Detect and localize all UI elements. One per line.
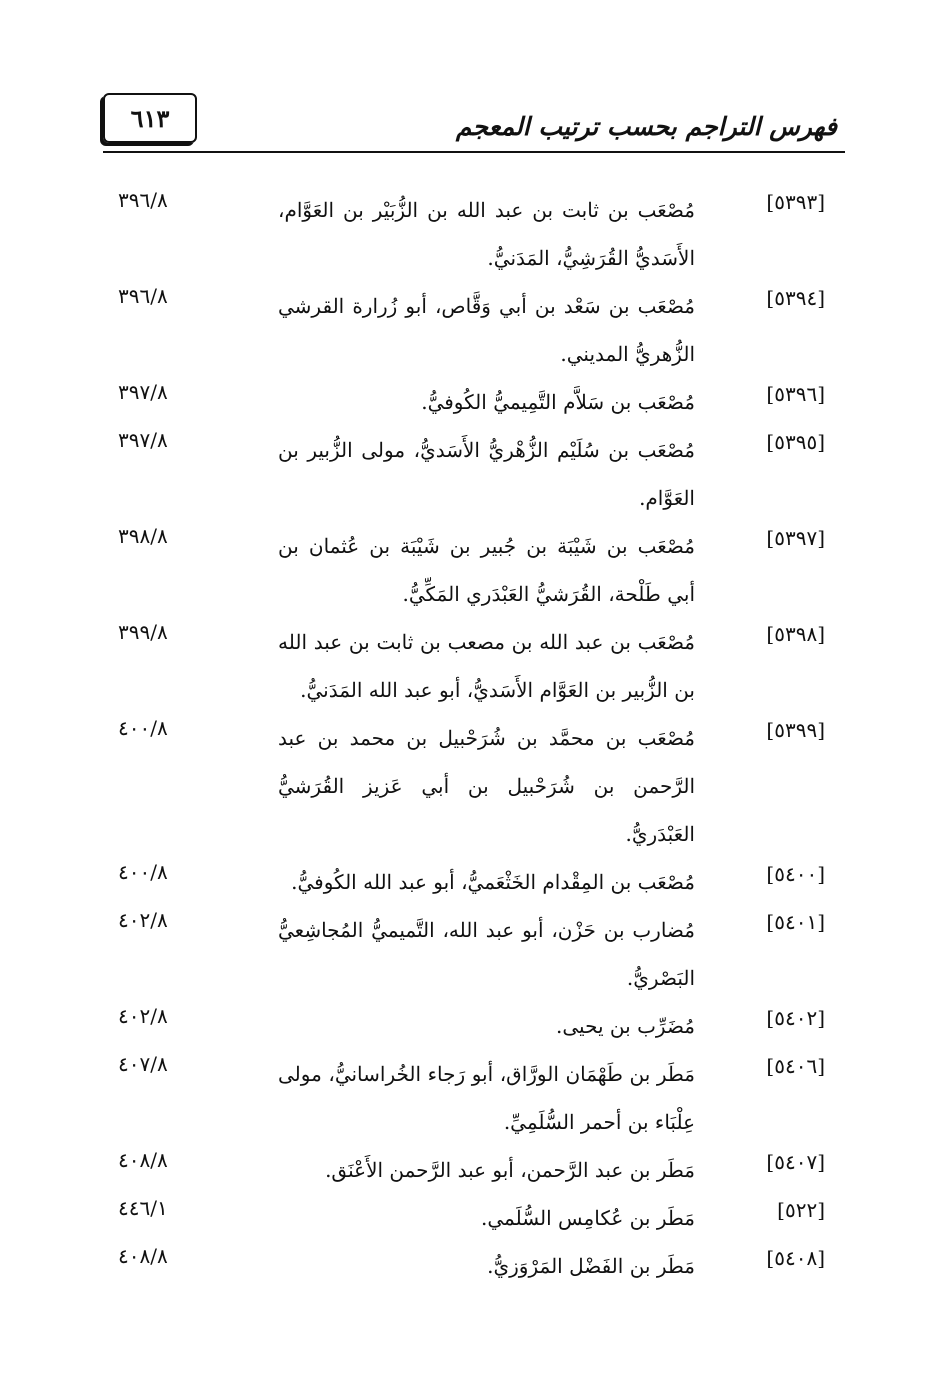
entry-name: مُضارب بن حَزْن، أبو عبد الله، التَّميميُّ المُجاشِعيُّ البَصْريُّ. [278, 918, 695, 990]
index-entry [0, 522, 945, 618]
entry-name: مُصْعَب بن سُلَيْم الزُّهْريُّ الأَسَديُّ، مولى الزُّبير بن العَوَّام. [278, 438, 695, 510]
entry-volume-page: ٤٤٦/١ [118, 1196, 168, 1220]
entry-name: مُصْعَب بن سَلاَّم التَّمِيميُّ الكُوفيُّ. [421, 390, 695, 414]
entry-volume-page: ٣٩٩/٨ [118, 620, 168, 644]
entry-name: مُضَرِّب بن يحيى. [556, 1014, 695, 1038]
page-number: ٦١٣ [130, 103, 170, 133]
entry-volume-page: ٣٩٧/٨ [118, 428, 168, 452]
entry-volume-page: ٤٠٢/٨ [118, 1004, 168, 1028]
entry-number: [٥٣٩٧] [766, 526, 825, 550]
index-entry [0, 282, 945, 378]
entry-name: مَطَر بن عبد الرَّحمن، أبو عبد الرَّحمن الأَعْنَق. [325, 1158, 695, 1182]
index-entry [0, 378, 945, 426]
entry-volume-page: ٤٠٨/٨ [118, 1244, 168, 1268]
entry-name: مُصْعَب بن المِقْدام الخَثْعَميُّ، أبو عبد الله الكُوفيُّ. [291, 870, 695, 894]
entry-volume-page: ٣٩٦/٨ [118, 284, 168, 308]
index-entry [0, 426, 945, 522]
index-entry [0, 858, 945, 906]
entry-number: [٥٤٠١] [766, 910, 825, 934]
index-entry [0, 714, 945, 858]
index-entry [0, 1194, 945, 1242]
running-header-title: فهرس التراجم بحسب ترتيب المعجم [455, 112, 837, 141]
entry-number: [٥٣٩٣] [766, 190, 825, 214]
header-divider [103, 151, 845, 153]
index-entry [0, 1002, 945, 1050]
entry-volume-page: ٤٠٠/٨ [118, 860, 168, 884]
entry-name: مَطَر بن طَهْمَان الورَّاق، أبو رَجاء الخُراسانيُّ، مولى عِلْبَاء بن أحمر السُّلَمِيِّ. [278, 1062, 695, 1134]
entry-volume-page: ٤٠٢/٨ [118, 908, 168, 932]
index-entry [0, 618, 945, 714]
entry-name: مُصْعَب بن سَعْد بن أبي وَقَّاص، أبو زُرارة القرشي الزُّهريُّ المديني. [278, 294, 695, 366]
entry-volume-page: ٣٩٦/٨ [118, 188, 168, 212]
entry-number: [٥٤٠٨] [766, 1246, 825, 1270]
index-entry [0, 1050, 945, 1146]
entry-volume-page: ٣٩٨/٨ [118, 524, 168, 548]
entry-number: [٥٤٠٦] [766, 1054, 825, 1078]
entry-name: مُصْعَب بن عبد الله بن مصعب بن ثابت بن عبد الله بن الزُّبير بن العَوَّام الأَسَديُّ، أبو عبد الله المَدَنيُّ. [278, 630, 695, 702]
index-entries-list [0, 186, 945, 1290]
entry-number: [٥٣٩٥] [766, 430, 825, 454]
entry-number: [٥٣٩٩] [766, 718, 825, 742]
entry-number: [٥٢٢] [777, 1198, 825, 1222]
entry-number: [٥٤٠٢] [766, 1006, 825, 1030]
entry-volume-page: ٤٠٠/٨ [118, 716, 168, 740]
index-entry [0, 186, 945, 282]
entry-name: مُصْعَب بن محمَّد بن شُرَحْبيل بن محمد بن عبد الرَّحمن بن شُرَحْبيل بن أبي عَزيز القُرَشيُّ العَبْدَريُّ. [278, 726, 695, 846]
index-entry [0, 1146, 945, 1194]
entry-name: مَطَر بن عُكامِس السُّلَمي. [480, 1206, 695, 1230]
entry-name: مَطَر بن الفَضْل المَرْوَزيُّ. [487, 1254, 695, 1278]
entry-volume-page: ٤٠٧/٨ [118, 1052, 168, 1076]
entry-number: [٥٤٠٧] [766, 1150, 825, 1174]
entry-number: [٥٤٠٠] [766, 862, 825, 886]
entry-number: [٥٣٩٤] [766, 286, 825, 310]
index-entry [0, 1242, 945, 1290]
entry-volume-page: ٣٩٧/٨ [118, 380, 168, 404]
entry-number: [٥٣٩٦] [766, 382, 825, 406]
entry-volume-page: ٤٠٨/٨ [118, 1148, 168, 1172]
entry-name: مُصْعَب بن ثابت بن عبد الله بن الزُّبَيْر بن العَوَّام، الأَسَديُّ القُرَشِيُّ، المَدَنيُّ. [278, 198, 695, 270]
index-entry [0, 906, 945, 1002]
entry-name: مُصْعَب بن شَيْبَة بن جُبير بن شَيْبَة بن عُثمان بن أبي طَلْحة، القُرَشيُّ العَبْدَري المَكِّيُّ. [278, 534, 695, 606]
entry-number: [٥٣٩٨] [766, 622, 825, 646]
page-number-box [103, 93, 197, 143]
